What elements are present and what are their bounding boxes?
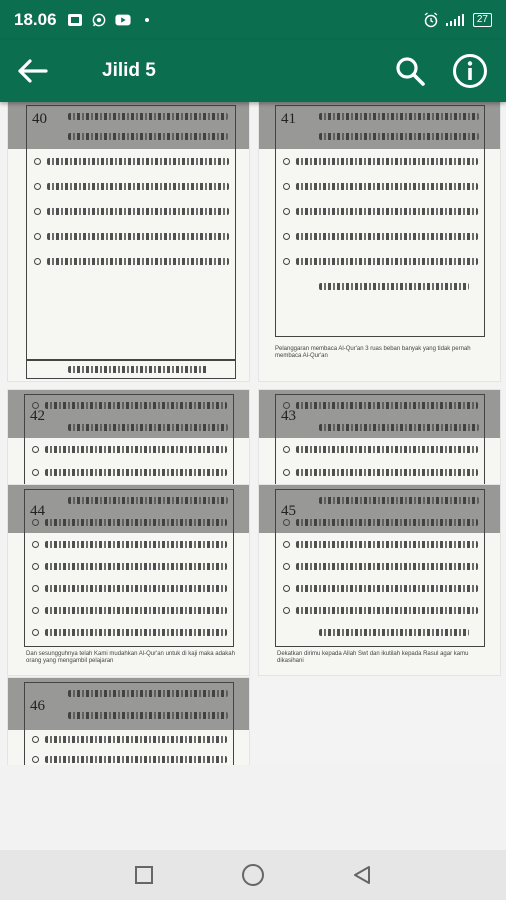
app-bar [0,40,506,102]
verse-line [34,229,229,243]
verse-line [283,204,478,218]
status-bar [0,0,506,40]
empty-area [0,765,506,850]
verse-line [68,686,228,700]
verse-line [32,465,227,479]
verse-line [283,254,478,268]
verse-line [32,732,227,746]
verse-line [283,537,478,551]
verse-line [68,420,228,434]
page-thumbnail-46[interactable] [7,677,250,765]
search-icon [393,54,427,88]
page-thumbnail-41[interactable] [258,102,501,382]
verse-line [283,179,478,193]
verse-line [319,625,469,639]
verse-line [283,515,478,529]
page-thumbnail-40[interactable] [7,102,250,382]
verse-line [32,581,227,595]
verse-line [283,559,478,573]
page-number: 41 [281,111,296,127]
whatsapp-icon [91,13,107,27]
verse-line [283,154,478,168]
verse-line [32,398,227,412]
page-thumbnail-grid [0,102,506,765]
alarm-icon [423,12,439,28]
page-number: 44 [30,503,45,519]
verse-line [283,581,478,595]
page-number: 42 [30,408,45,424]
square-icon [133,864,155,886]
back-nav-button[interactable] [342,855,382,895]
page-thumbnail-45[interactable] [258,484,501,676]
verse-line [68,109,228,123]
recents-button[interactable] [124,855,164,895]
system-nav-bar [0,850,506,900]
page-title: Jilid 5 [102,60,156,81]
verse-line [32,537,227,551]
verse-line [283,603,478,617]
page-number: 43 [281,408,296,424]
verse-line [283,442,478,456]
arrow-back-icon [14,57,50,85]
battery-icon: 27 [473,13,492,27]
verse-line [68,129,228,143]
circle-icon [240,862,266,888]
page-thumbnail-44[interactable] [7,484,250,676]
page-number: 40 [32,111,47,127]
verse-line [283,229,478,243]
info-icon [451,52,489,90]
verse-line [68,362,208,376]
verse-line [283,398,478,412]
verse-line [34,254,229,268]
verse-line [68,493,228,507]
verse-line [319,279,469,293]
verse-line [32,515,227,529]
verse-line [34,154,229,168]
app-notification-icon [67,13,83,27]
verse-line [32,603,227,617]
verse-line [319,129,479,143]
search-button[interactable] [388,49,432,93]
home-button[interactable] [233,855,273,895]
verse-line [319,493,479,507]
youtube-icon [115,13,131,27]
dot-icon [139,13,155,27]
verse-line [283,465,478,479]
verse-line [34,179,229,193]
verse-line [34,204,229,218]
verse-line [32,752,227,765]
page-caption: Dekatkan dirimu kepada Allah Swt dan ikutilah kepada Rasul agar kamu dikasihani [277,651,469,664]
page-number: 46 [30,698,45,714]
verse-line [68,708,228,722]
signal-icon [445,13,467,27]
verse-line [32,559,227,573]
verse-line [32,625,227,639]
verse-line [32,442,227,456]
triangle-back-icon [351,864,373,886]
back-button[interactable] [0,40,64,102]
page-number: 45 [281,503,296,519]
verse-line [319,420,479,434]
status-time: 18.06 [14,10,57,29]
page-caption: Dan sesungguhnya telah Kami mudahkan Al-Qur'an untuk di kaji maka adakah orang yang mengambil pelajaran [26,651,235,664]
page-caption: Pelanggaran membaca Al-Qur'an 3 ruas beban banyak yang tidak pernah membaca Al-Qur'an [275,346,471,359]
info-button[interactable] [448,49,492,93]
notification-icons [67,13,155,27]
verse-line [319,109,479,123]
